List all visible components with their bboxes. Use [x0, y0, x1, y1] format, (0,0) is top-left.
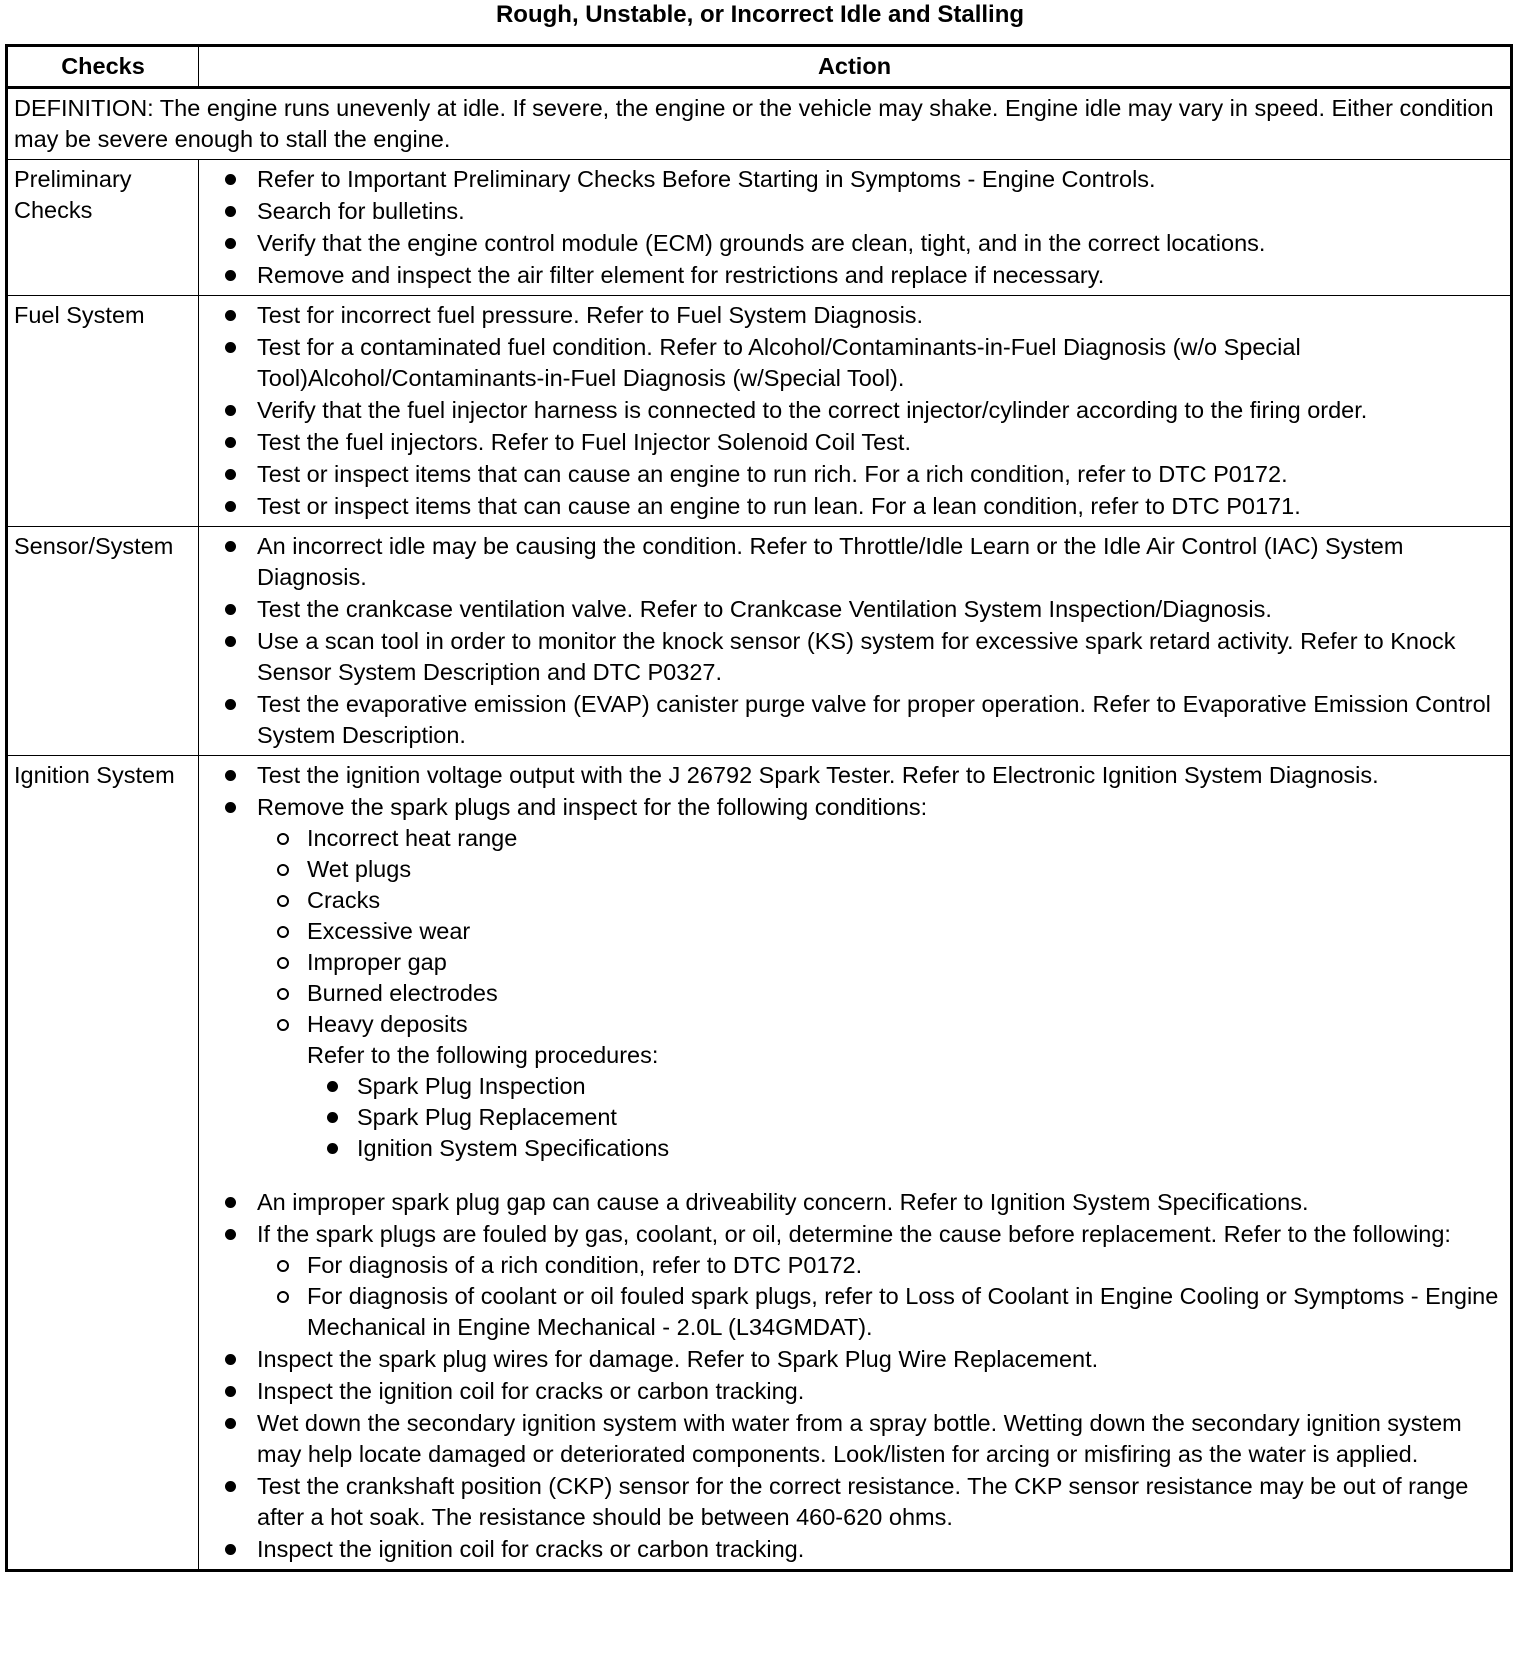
list-item [205, 459, 1504, 490]
sub-list-item [257, 1250, 1504, 1281]
circle-bullet-icon [277, 926, 289, 938]
list-item [205, 260, 1504, 291]
list-item [205, 1471, 1504, 1533]
bullet-icon [327, 1112, 338, 1123]
bullet-icon [225, 1354, 236, 1365]
list-item [205, 626, 1504, 688]
list-item [205, 689, 1504, 751]
circle-bullet-icon [277, 957, 289, 969]
list-item [205, 594, 1504, 625]
bullet-icon [327, 1143, 338, 1154]
sub-list-item-text: Cracks [307, 887, 381, 913]
sub-list-item [257, 854, 1504, 885]
list-item [205, 395, 1504, 426]
action-cell [199, 756, 1512, 1571]
check-label: Ignition System [7, 756, 199, 1571]
list-item-text: Remove the spark plugs and inspect for the following conditions: [257, 794, 928, 820]
refer-text: Refer to the following procedures: [307, 1042, 659, 1068]
list-item-text: Refer to Important Preliminary Checks Before Starting in Symptoms - Engine Controls. [257, 166, 1156, 192]
bullet-icon [225, 469, 236, 480]
bullet-icon [225, 437, 236, 448]
bullet-icon [225, 501, 236, 512]
list-item [205, 332, 1504, 394]
bullet-icon [225, 1197, 236, 1208]
list-item [205, 228, 1504, 259]
bullet-icon [225, 1418, 236, 1429]
sub-list-item-text: For diagnosis of coolant or oil fouled spark plugs, refer to Loss of Coolant in Engine Cooling or Symptoms - Engine Mechanical in Engine Mechanical - 2.0L (L34GMDAT). [307, 1283, 1499, 1340]
procedure-item-text: Spark Plug Replacement [357, 1104, 617, 1130]
header-row [7, 46, 1512, 88]
list-item [205, 427, 1504, 458]
list-item [205, 1376, 1504, 1407]
sub-list-item [257, 916, 1504, 947]
definition-text: DEFINITION: The engine runs unevenly at idle. If severe, the engine or the vehicle may shake. Engine idle may vary in speed. Either condition may be severe enough to stall the engine. [7, 88, 1512, 160]
bullet-icon [225, 342, 236, 353]
sub-list-item [257, 1009, 1504, 1040]
check-label: Fuel System [7, 296, 199, 527]
sub-list-item-text: Wet plugs [307, 856, 412, 882]
list-item-text: Test the ignition voltage output with the J 26792 Spark Tester. Refer to Electronic Ignition System Diagnosis. [257, 762, 1379, 788]
sub-list-item-text: Heavy deposits [307, 1011, 468, 1037]
bullet-icon [225, 699, 236, 710]
list-item-text: Inspect the ignition coil for cracks or carbon tracking. [257, 1536, 805, 1562]
table-row [7, 756, 1512, 1571]
list-item-text: Test for incorrect fuel pressure. Refer to Fuel System Diagnosis. [257, 302, 924, 328]
list-item-text: An improper spark plug gap can cause a driveability concern. Refer to Ignition System Specifications. [257, 1189, 1309, 1215]
list-item [205, 196, 1504, 227]
bullet-icon [225, 770, 236, 781]
action-cell [199, 527, 1512, 756]
procedure-item [257, 1133, 1504, 1164]
table-row [7, 296, 1512, 527]
list-item-text: Inspect the spark plug wires for damage. Refer to Spark Plug Wire Replacement. [257, 1346, 1099, 1372]
procedure-item [257, 1102, 1504, 1133]
list-item-text: Test the crankshaft position (CKP) sensor for the correct resistance. The CKP sensor resistance may be out of range after a hot soak. The resistance should be between 460-620 ohms. [257, 1473, 1469, 1530]
list-item-text: Remove and inspect the air filter element for restrictions and replace if necessary. [257, 262, 1105, 288]
circle-bullet-icon [277, 1019, 289, 1031]
list-item-text: Test or inspect items that can cause an engine to run rich. For a rich condition, refer to DTC P0172. [257, 461, 1288, 487]
sub-list-item [257, 947, 1504, 978]
list-item-text: Test or inspect items that can cause an engine to run lean. For a lean condition, refer to DTC P0171. [257, 493, 1301, 519]
list-item [205, 300, 1504, 331]
list-item-text: Test the fuel injectors. Refer to Fuel Injector Solenoid Coil Test. [257, 429, 911, 455]
list-item-text: Test for a contaminated fuel condition. Refer to Alcohol/Contaminants-in-Fuel Diagnosis (w/o Special Tool)Alcohol/Contaminants-in-Fuel Diagnosis (w/Special Tool). [257, 334, 1301, 391]
list-item [205, 491, 1504, 522]
action-cell [199, 296, 1512, 527]
sub-list-item [257, 885, 1504, 916]
sub-list-item-text: Excessive wear [307, 918, 471, 944]
bullet-icon [225, 1229, 236, 1240]
sub-list-item-text: Improper gap [307, 949, 447, 975]
bullet-icon [225, 636, 236, 647]
bullet-icon [225, 802, 236, 813]
sub-list-item [257, 1281, 1504, 1343]
header-checks: Checks [7, 46, 199, 88]
list-item [205, 760, 1504, 791]
procedure-item-text: Ignition System Specifications [357, 1135, 670, 1161]
list-item-text: Wet down the secondary ignition system with water from a spray bottle. Wetting down the secondary ignition system may help locate damaged or deteriorated components. Look/listen for arcing or misfiring as the water is applied. [257, 1410, 1462, 1467]
list-item-text: Use a scan tool in order to monitor the knock sensor (KS) system for excessive spark retard activity. Refer to Knock Sensor System Description and DTC P0327. [257, 628, 1456, 685]
procedure-item [257, 1071, 1504, 1102]
check-label: Sensor/System [7, 527, 199, 756]
list-item-text: Verify that the fuel injector harness is connected to the correct injector/cylinder according to the firing order. [257, 397, 1368, 423]
list-item [205, 792, 1504, 1186]
definition-row [7, 88, 1512, 160]
list-item-text: Test the evaporative emission (EVAP) canister purge valve for proper operation. Refer to Evaporative Emission Control System Description. [257, 691, 1491, 748]
sub-list-item-text: Incorrect heat range [307, 825, 518, 851]
header-action: Action [199, 46, 1512, 88]
list-item [205, 1408, 1504, 1470]
list-item-text: Verify that the engine control module (ECM) grounds are clean, tight, and in the correct locations. [257, 230, 1266, 256]
list-item-text: If the spark plugs are fouled by gas, coolant, or oil, determine the cause before replacement. Refer to the following: [257, 1221, 1451, 1247]
circle-bullet-icon [277, 895, 289, 907]
table-row [7, 160, 1512, 296]
table-row [7, 527, 1512, 756]
circle-bullet-icon [277, 833, 289, 845]
circle-bullet-icon [277, 864, 289, 876]
sub-list-item [257, 978, 1504, 1009]
procedure-item-text: Spark Plug Inspection [357, 1073, 586, 1099]
circle-bullet-icon [277, 988, 289, 1000]
bullet-icon [225, 1481, 236, 1492]
list-item [205, 1187, 1504, 1218]
sub-list-item-text: For diagnosis of a rich condition, refer to DTC P0172. [307, 1252, 863, 1278]
list-item [205, 1344, 1504, 1375]
page-title: Rough, Unstable, or Incorrect Idle and Stalling [495, 1, 1025, 28]
list-item-text: Search for bulletins. [257, 198, 465, 224]
bullet-icon [327, 1081, 338, 1092]
diagnostic-table [5, 44, 1513, 1572]
circle-bullet-icon [277, 1291, 289, 1303]
bullet-icon [225, 206, 236, 217]
list-item [205, 1219, 1504, 1343]
sub-list-item [257, 823, 1504, 854]
list-item-text: An incorrect idle may be causing the condition. Refer to Throttle/Idle Learn or the Idle Air Control (IAC) System Diagnosis. [257, 533, 1404, 590]
bullet-icon [225, 270, 236, 281]
bullet-icon [225, 405, 236, 416]
list-item [205, 1534, 1504, 1565]
bullet-icon [225, 174, 236, 185]
circle-bullet-icon [277, 1260, 289, 1272]
bullet-icon [225, 604, 236, 615]
check-label: Preliminary Checks [7, 160, 199, 296]
list-item [205, 164, 1504, 195]
list-item-text: Inspect the ignition coil for cracks or carbon tracking. [257, 1378, 805, 1404]
bullet-icon [225, 238, 236, 249]
bullet-icon [225, 310, 236, 321]
bullet-icon [225, 1386, 236, 1397]
action-cell [199, 160, 1512, 296]
list-item-text: Test the crankcase ventilation valve. Refer to Crankcase Ventilation System Inspection/Diagnosis. [257, 596, 1272, 622]
bullet-icon [225, 541, 236, 552]
list-item [205, 531, 1504, 593]
bullet-icon [225, 1544, 236, 1555]
sub-list-item-text: Burned electrodes [307, 980, 498, 1006]
